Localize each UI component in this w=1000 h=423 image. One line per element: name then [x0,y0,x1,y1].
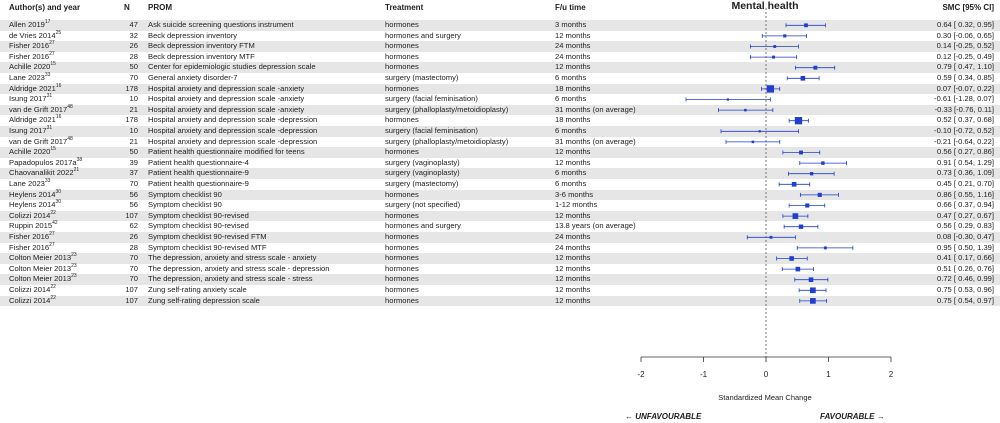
n-cell: 50 [129,62,138,72]
fu-time-cell: 18 months [555,115,591,125]
prom-cell: Symptom checklist 90-revised MTF [148,242,267,252]
prom-cell: Beck depression inventory MTF [148,51,255,61]
author-cell: de Vries 2014$^{25}$ [9,29,62,40]
n-cell: 178 [125,115,138,125]
treatment-cell: surgery (facial feminisation) [385,126,478,135]
author-cell: Chaovanalikit 2022$^{21}$ [9,167,80,178]
fu-time-cell: 3 months [555,20,587,29]
reference-superscript: 30 [55,199,62,206]
prom-cell: Patient health questionnaire modified for teens [148,147,305,157]
chart-title: Mental health [731,0,799,12]
prom-cell: Ask suicide screening questions instrument [148,20,294,29]
x-tick-label: 0 [763,370,769,379]
point-estimate [824,246,827,249]
fu-time-cell: 12 months [555,147,591,157]
reference-superscript: 23 [71,252,77,259]
reference-superscript: 15 [50,146,56,153]
treatment-cell: hormones [385,51,419,61]
treatment-cell: surgery (mastectomy) [385,73,459,82]
x-tick-label: -1 [699,370,708,379]
fu-time-cell: 3-6 months [555,189,593,199]
prom-cell: Symptom checklist 90-revised [148,210,249,220]
author-cell: Allen 2019$^{17}$ [9,19,51,29]
treatment-cell: hormones [385,210,419,220]
n-cell: 26 [129,41,138,51]
prom-cell: Zung self-rating anxiety scale [148,285,247,294]
n-cell: 37 [129,168,138,178]
fu-time-cell: 24 months [555,51,591,61]
author-cell: Isung 2017$^{31}$ [9,93,53,104]
fu-time-cell: 6 months [555,126,587,135]
point-estimate [805,203,809,207]
reference-superscript: 27 [49,50,55,57]
treatment-cell: surgery (facial feminisation) [385,94,478,104]
treatment-cell: hormones and surgery [385,30,461,40]
fu-time-cell: 12 months [555,253,591,263]
fu-time-cell: 24 months [555,242,591,252]
reference-superscript: 27 [49,231,55,237]
prom-cell: Beck depression inventory [148,30,238,40]
n-cell: 21 [129,104,138,114]
treatment-cell: surgery (vaginoplasty) [385,157,460,167]
point-estimate [752,141,755,144]
n-cell: 28 [129,51,138,61]
author-cell: Fisher 2016$^{27}$ [9,241,55,252]
reference-superscript: 31 [46,93,53,100]
reference-superscript: 23 [71,262,77,269]
author-cell: Aldridge 2021$^{16}$ [9,114,62,125]
prom-cell: Hospital anxiety and depression scale -depression [148,136,318,146]
author-cell: Lane 2023$^{33}$ [9,72,51,82]
n-cell: 62 [129,221,138,231]
treatment-cell: hormones [385,83,419,93]
n-cell: 107 [125,295,138,305]
n-cell: 21 [129,136,138,146]
point-estimate [809,277,814,282]
fu-time-cell: 24 months [555,232,591,241]
prom-cell: The depression, anxiety and stress scale - depression [148,263,330,273]
header-treatment: Treatment [385,3,424,12]
treatment-cell: surgery (not specified) [385,200,461,210]
fu-time-cell: 6 months [555,179,587,188]
reference-superscript: 30 [55,188,62,195]
treatment-cell: hormones [385,62,419,72]
header-n: N [124,3,130,12]
treatment-cell: hormones and surgery [385,221,461,231]
n-cell: 178 [125,83,138,93]
reference-superscript: 23 [71,273,77,280]
reference-superscript: 48 [67,103,73,110]
author-cell: Lane 2023$^{33}$ [9,178,51,188]
reference-superscript: 15 [50,61,56,68]
author-cell: Isung 2017$^{31}$ [9,125,53,135]
smc-cell: -0.33 [-0.76, 0.11] [934,104,994,114]
fu-time-cell: 13.8 years (on average) [555,221,636,231]
point-estimate [821,161,824,164]
point-estimate [727,98,729,100]
fu-time-cell: 12 months [555,274,591,284]
smc-cell: 0.08 [-0.30, 0.47] [936,232,994,241]
x-axis-label: Standardized Mean Change [718,393,812,402]
reference-superscript: 27 [49,40,55,47]
reference-superscript: 25 [55,29,62,36]
treatment-cell: hormones [385,147,419,157]
author-cell: van de Grift 2017$^{48}$ [9,135,73,146]
point-estimate [783,34,786,37]
prom-cell: Patient health questionnaire-9 [148,168,249,178]
n-cell: 56 [129,189,138,199]
smc-cell: 0.51 [ 0.26, 0.76] [937,263,994,273]
point-estimate [804,23,808,27]
smc-cell: 0.72 [ 0.46, 0.99] [937,274,994,284]
smc-cell: -0.61 [-1.28, 0.07] [934,94,994,104]
fu-time-cell: 12 months [555,285,591,294]
reference-superscript: 33 [44,72,51,78]
reference-superscript: 33 [44,178,51,184]
treatment-cell: hormones [385,115,419,125]
prom-cell: The depression, anxiety and stress scale - anxiety [148,253,317,263]
reference-superscript: 42 [52,220,58,227]
prom-cell: Patient health questionnaire-9 [148,179,249,188]
smc-cell: 0.86 [ 0.55, 1.16] [937,189,994,199]
prom-cell: Center for epidemiologic studies depression scale [148,62,316,72]
prom-cell: Hospital anxiety and depression scale -depression [148,126,318,135]
smc-cell: 0.45 [ 0.21, 0.70] [937,179,994,188]
smc-cell: 0.30 [-0.06, 0.65] [936,30,994,40]
treatment-cell: surgery (vaginoplasty) [385,168,460,178]
reference-superscript: 16 [55,114,62,121]
point-estimate [772,56,775,59]
n-cell: 50 [129,147,138,157]
smc-cell: 0.75 [ 0.54, 0.97] [937,295,994,305]
fu-time-cell: 12 months [555,295,591,305]
author-cell: Colizzi 2014$^{22}$ [9,294,56,305]
smc-cell: -0.10 [-0.72, 0.52] [934,126,994,135]
smc-cell: 0.64 [ 0.32, 0.95] [937,20,994,29]
point-estimate [796,267,801,272]
x-tick-label: 1 [826,370,831,379]
fu-time-cell: 1-12 months [555,200,598,210]
author-cell: van de Grift 2017$^{48}$ [9,103,73,114]
smc-cell: 0.52 [ 0.37, 0.68] [937,115,994,125]
n-cell: 28 [129,242,138,252]
fu-time-cell: 24 months [555,41,591,51]
smc-cell: 0.59 [ 0.34, 0.85] [937,73,994,82]
point-estimate [770,236,773,239]
point-estimate [801,76,806,81]
fu-time-cell: 12 months [555,263,591,273]
fu-time-cell: 12 months [555,30,591,40]
n-cell: 70 [129,73,138,82]
smc-cell: 0.14 [-0.25, 0.52] [936,41,994,51]
header-smc: SMC [95% CI] [942,3,994,12]
smc-cell: 0.66 [ 0.37, 0.94] [937,200,994,210]
smc-cell: 0.41 [ 0.17, 0.66] [937,253,994,263]
favourable-label: FAVOURABLE → [820,412,885,421]
prom-cell: Symptom checklist 90 [148,200,222,210]
reference-superscript: 31 [46,125,53,131]
smc-cell: 0.56 [ 0.27, 0.86] [937,147,994,157]
treatment-cell: surgery (phalloplasty/metoidioplasty) [385,136,509,146]
n-cell: 32 [129,30,138,40]
prom-cell: Hospital anxiety and depression scale -anxiety [148,94,305,104]
smc-cell: 0.56 [ 0.29, 0.83] [937,221,994,231]
prom-cell: Zung self-rating depression scale [148,295,260,305]
reference-superscript: 16 [55,82,62,89]
fu-time-cell: 31 months (on average) [555,136,636,146]
prom-cell: Beck depression inventory FTM [148,41,255,51]
point-estimate [793,213,799,219]
smc-cell: 0.07 [-0.07, 0.22] [936,83,994,93]
treatment-cell: hormones [385,253,419,263]
reference-superscript: 27 [49,241,55,248]
n-cell: 56 [129,200,138,210]
smc-cell: 0.75 [ 0.53, 0.96] [937,285,994,294]
smc-cell: 0.79 [ 0.47, 1.10] [937,62,994,72]
author-cell: Heylens 2014$^{30}$ [9,199,62,210]
n-cell: 47 [129,20,138,29]
point-estimate [767,85,774,92]
author-cell: Fisher 2016$^{27}$ [9,40,55,51]
n-cell: 70 [129,274,138,284]
reference-superscript: 22 [50,209,56,216]
author-cell: Colizzi 2014$^{22}$ [9,284,56,294]
smc-cell: -0.21 [-0.64, 0.22] [934,136,994,146]
n-cell: 26 [129,232,138,241]
treatment-cell: hormones [385,242,419,252]
n-cell: 70 [129,253,138,263]
header-fu-time: F/u time [555,3,586,12]
smc-cell: 0.47 [ 0.27, 0.67] [937,210,994,220]
point-estimate [789,256,794,261]
x-tick-label: -2 [637,370,645,379]
prom-cell: Symptom checklist 90-revised FTM [148,232,267,241]
treatment-cell: hormones [385,295,419,305]
author-cell: Colton Meier 2013$^{23}$ [9,273,77,284]
fu-time-cell: 12 months [555,62,591,72]
author-cell: Achille 2020$^{15}$ [9,146,56,157]
reference-superscript: 22 [50,294,56,301]
header-author: Author(s) and year [9,3,81,12]
fu-time-cell: 6 months [555,73,587,82]
fu-time-cell: 12 months [555,210,591,220]
prom-cell: Hospital anxiety and depression scale -depression [148,115,318,125]
fu-time-cell: 6 months [555,168,587,178]
fu-time-cell: 18 months [555,83,591,93]
reference-superscript: 21 [73,167,80,174]
n-cell: 10 [129,126,138,135]
smc-cell: 0.12 [-0.25, 0.49] [936,51,994,61]
treatment-cell: hormones [385,285,419,294]
author-cell: Achille 2020$^{15}$ [9,61,56,72]
point-estimate [773,45,776,48]
point-estimate [810,287,816,293]
author-cell: Fisher 2016$^{27}$ [9,50,55,61]
author-cell: Ruppin 2015$^{42}$ [9,220,58,231]
fu-time-cell: 6 months [555,94,587,104]
point-estimate [744,109,747,112]
treatment-cell: surgery (mastectomy) [385,179,459,188]
point-estimate [759,130,761,132]
point-estimate [799,225,803,229]
reference-superscript: 17 [44,19,51,25]
author-cell: Aldridge 2021$^{16}$ [9,82,62,93]
prom-cell: Hospital anxiety and depression scale -anxiety [148,83,305,93]
treatment-cell: hormones [385,20,419,29]
n-cell: 107 [125,210,138,220]
point-estimate [810,298,816,304]
n-cell: 39 [129,157,138,167]
author-cell: Colton Meier 2013$^{23}$ [9,262,77,273]
author-cell: Colizzi 2014$^{22}$ [9,209,56,220]
smc-cell: 0.73 [ 0.36, 1.09] [937,168,994,178]
prom-cell: Symptom checklist 90 [148,189,222,199]
smc-cell: 0.91 [ 0.54, 1.29] [937,157,994,167]
treatment-cell: hormones [385,274,419,284]
n-cell: 70 [129,179,138,188]
treatment-cell: hormones [385,232,419,241]
fu-time-cell: 31 months (on average) [555,104,636,114]
reference-superscript: 22 [50,284,56,290]
n-cell: 10 [129,94,138,104]
author-cell: Papadopulos $2017a^{38}$ [9,156,83,167]
prom-cell: Patient health questionnaire-4 [148,157,249,167]
header-prom: PROM [148,3,172,12]
prom-cell: The depression, anxiety and stress scale - stress [148,274,313,284]
smc-cell: 0.95 [ 0.50, 1.39] [937,242,994,252]
point-estimate [799,151,803,155]
reference-superscript: 38 [76,156,83,163]
reference-superscript: 48 [67,135,73,142]
point-estimate [810,172,813,175]
n-cell: 70 [129,263,138,273]
author-cell: Fisher 2016$^{27}$ [9,231,55,241]
prom-cell: Symptom checklist 90-revised [148,221,249,231]
x-tick-label: 2 [888,370,894,379]
treatment-cell: hormones [385,189,419,199]
prom-cell: Hospital anxiety and depression scale -anxiety [148,104,305,114]
prom-cell: General anxiety disorder-7 [148,73,238,82]
point-estimate [813,66,817,70]
point-estimate [792,182,797,187]
point-estimate [795,117,802,124]
treatment-cell: surgery (phalloplasty/metoidioplasty) [385,104,509,114]
unfavourable-label: ← UNFAVOURABLE [625,412,702,421]
author-cell: Heylens 2014$^{30}$ [9,188,62,199]
n-cell: 107 [125,285,138,294]
fu-time-cell: 12 months [555,157,591,167]
author-cell: Colton Meier 2013$^{23}$ [9,252,77,263]
point-estimate [818,193,822,197]
treatment-cell: hormones [385,41,419,51]
treatment-cell: hormones [385,263,419,273]
